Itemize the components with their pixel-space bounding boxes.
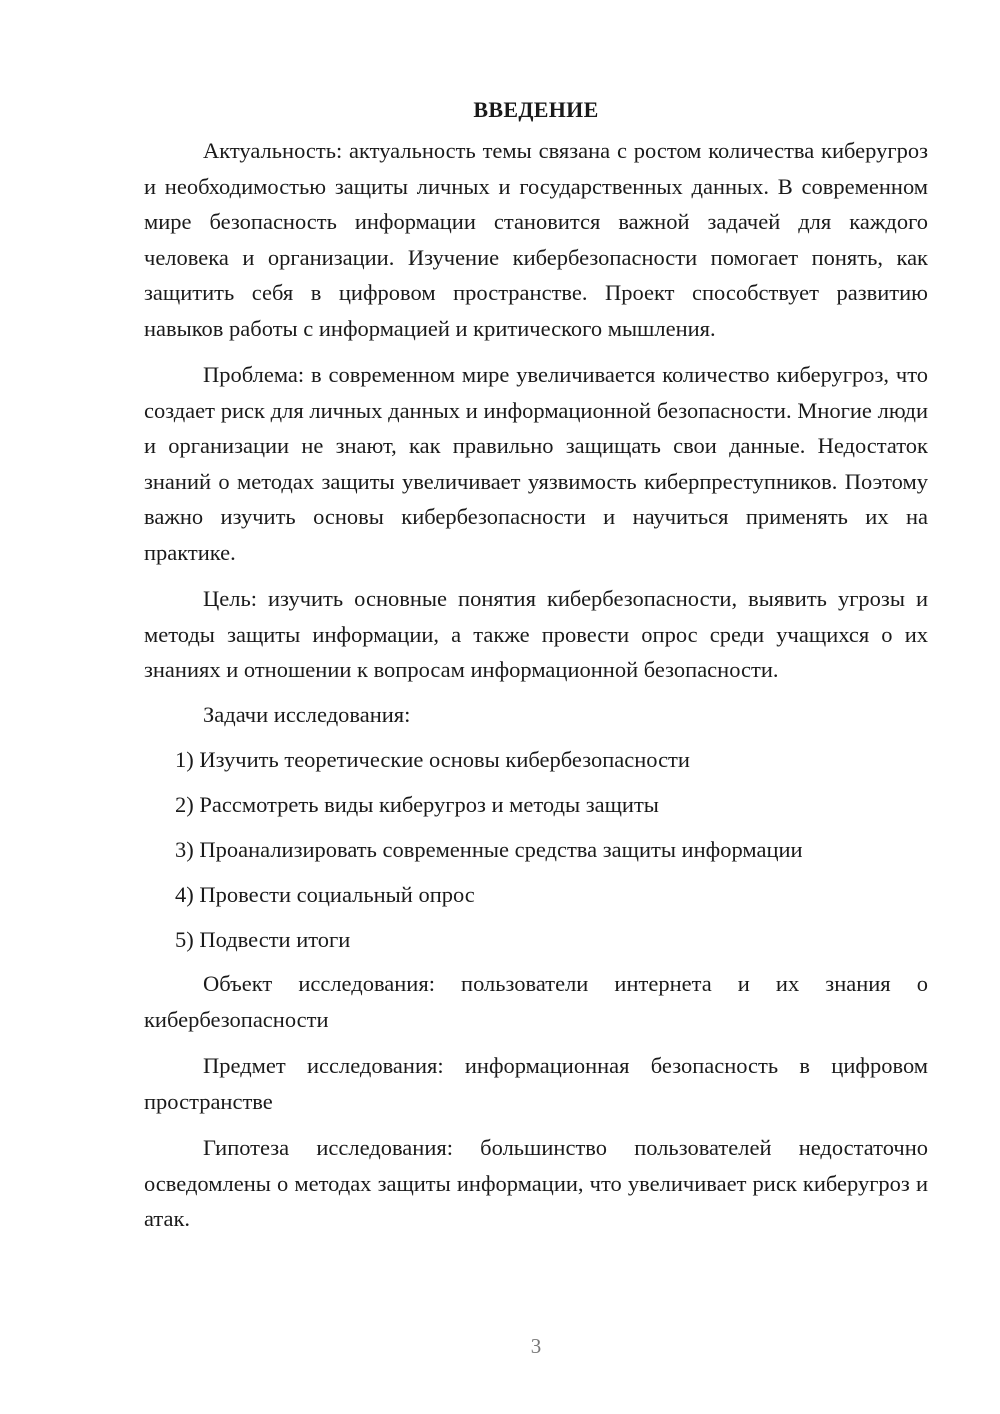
- task-item-5: 5) Подвести итоги: [175, 926, 351, 952]
- task-list: [144, 742, 928, 958]
- tasks-heading: Задачи исследования:: [203, 701, 411, 727]
- task-item-1: 1) Изучить теоретические основы кибербезопасности: [175, 746, 690, 772]
- object-paragraph: Объект исследования: пользователи интернета и их знания о кибербезопасности: [144, 971, 928, 1032]
- task-item-4: 4) Провести социальный опрос: [175, 881, 475, 907]
- section-title: ВВЕДЕНИЕ: [473, 97, 599, 122]
- problem-paragraph: Проблема: в современном мире увеличивается количество киберугроз, что создает риск для личных данных и информационной безопасности. Многие люди и организации не знают, как правильно защищать свои данные. Недостаток знаний о методах защиты увеличивает уязвимость киберпреступников. Поэтому важно изучить основы кибербезопасности и научиться применять их на практике.: [144, 362, 928, 565]
- subject-paragraph: Предмет исследования: информационная безопасность в цифровом пространстве: [144, 1053, 928, 1114]
- relevance-paragraph: Актуальность: актуальность темы связана с ростом количества киберугроз и необходимостью защиты личных и государственных данных. В современном мире безопасность информации становится важной задачей для каждого человека и организации. Изучение кибербезопасности помогает понять, как защитить себя в цифровом пространстве. Проект способствует развитию навыков работы с информацией и критического мышления.: [144, 138, 928, 341]
- hypothesis-paragraph: Гипотеза исследования: большинство пользователей недостаточно осведомлены о методах защиты информации, что увеличивает риск киберугроз и атак.: [144, 1135, 928, 1231]
- document-page: [144, 95, 928, 1248]
- page-number: 3: [530, 1334, 542, 1358]
- task-item-2: 2) Рассмотреть виды киберугроз и методы защиты: [175, 791, 659, 817]
- task-item-3: 3) Проанализировать современные средства защиты информации: [175, 836, 803, 862]
- goal-paragraph: Цель: изучить основные понятия кибербезопасности, выявить угрозы и методы защиты информации, а также провести опрос среди учащихся о их знаниях и отношении к вопросам информационной безопасности.: [144, 586, 928, 682]
